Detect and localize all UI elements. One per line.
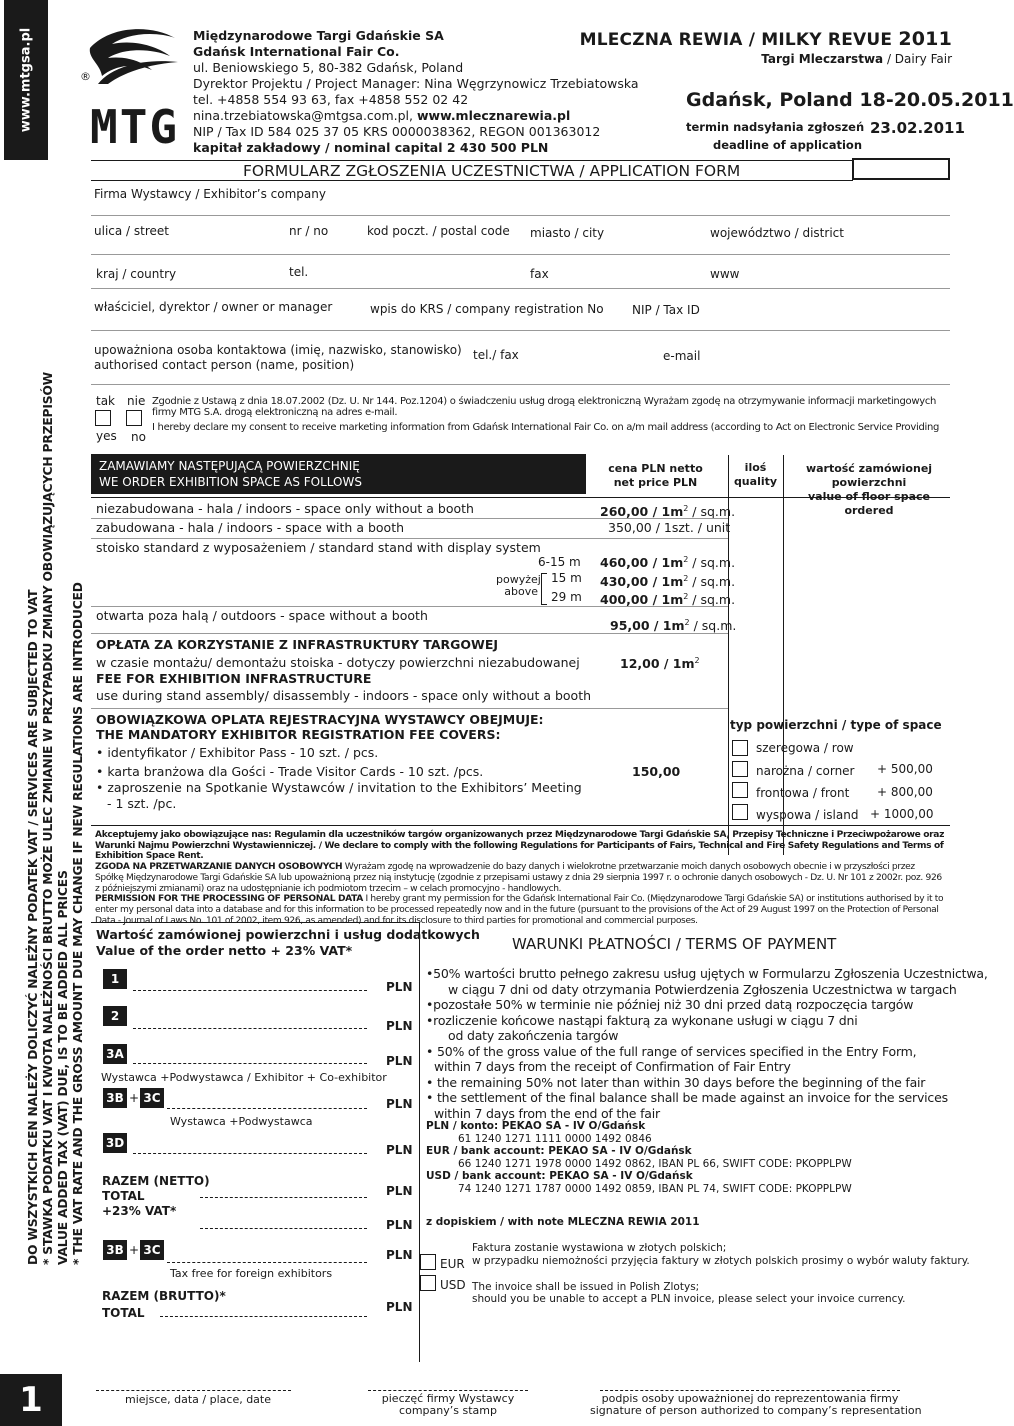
company-address: ul. Beniowskiego 5, 80-382 Gdańsk, Poland (193, 60, 464, 75)
acc3-no: 74 1240 1271 1787 0000 1492 0859, IBAN PL 74, SWIFT CODE: PKOPPLPW (458, 1182, 852, 1195)
logo-text: MTG (90, 100, 180, 154)
consent-text-pl: Zgodnie z Ustawą z dnia 18.07.2002 (Dz. U. Nr 144. Poz.1204) o świadczeniu usług drogą elektroniczną Wyrażam zgodę na otrzymywanie informacji marketingowych firmy MTG S.A. drogą elektroniczną na adres e-mail. (152, 396, 937, 418)
consent-text-en: I hereby declare my consent to receive marketing information from Gdańsk International Fair Co. on a/m mail address (according to Act on Electronic Service Providing (152, 422, 940, 433)
row-booth-price: 350,00 / 1szt. / unit (608, 520, 731, 535)
reg-item-1: • identyfikator / Exhibitor Pass - 10 szt. / pcs. (96, 745, 379, 760)
telfax-label: tel./ fax (473, 348, 519, 362)
infra-price (620, 654, 700, 671)
total-brutto: TOTAL (102, 1306, 145, 1320)
invoice-pl-1: Faktura zostanie wystawiona w złotych polskich; (472, 1242, 727, 1254)
company-name-en: Gdańsk International Fair Co. (193, 44, 400, 59)
reg-item-3b: - 1 szt. /pc. (107, 796, 177, 811)
line-2-field[interactable] (133, 1028, 367, 1029)
field-line (91, 288, 950, 289)
row-line (91, 606, 728, 607)
p2-bold: ZGODA NA PRZETWARZANIE DANYCH OSOBOWYCH (95, 862, 343, 873)
number-label: nr / no (289, 224, 329, 238)
usd-label: USD (440, 1278, 466, 1292)
plus-sign: + (129, 1243, 140, 1257)
pln-label: PLN (386, 1019, 413, 1033)
p3-text: I hereby grant my permission for the Gdańsk International Fair Co. (Międzynarodowe Targi Gdańskie SA) or institutions authorised by it to enter my personal data into a database and for this information to be processed repeatedly now and in the future (pursuant to the provisions of the Act of 29 August 1997 on the Protection of Personal Data - Journal of Laws No. 101 of 2002, item 926, as amended) and for its disclosure to third parties for promotional and commercial purposes. (95, 894, 944, 926)
price-15 (600, 572, 735, 589)
stamp-en: company’s stamp (399, 1404, 497, 1417)
pln-label: PLN (386, 1218, 413, 1232)
email-label: e-mail (663, 349, 701, 363)
event-subtitle-bold: Targi Mleczarstwa (761, 52, 884, 66)
event-subtitle-rest: / Dairy Fair (883, 52, 952, 66)
col-qty-pl: iloś (744, 461, 767, 474)
country-label: kraj / country (96, 267, 177, 281)
company-capital: kapitał zakładowy / nominal capital 2 430 500 PLN (193, 140, 549, 155)
payment-b3a: •rozliczenie końcowe nastąpi fakturą za wykonane usługi w ciągu 7 dni (426, 1012, 858, 1028)
payment-note: z dopiskiem / with note MLECZNA REWIA 2011 (426, 1216, 700, 1228)
vat-field[interactable] (200, 1228, 367, 1229)
www-label: www (710, 267, 740, 281)
district-label: województwo / district (710, 226, 844, 240)
row-indoor-price (600, 502, 735, 519)
event-title (580, 28, 952, 50)
taxfree-field[interactable] (167, 1262, 367, 1263)
col-value-header (784, 462, 954, 518)
row-outdoor-price (610, 616, 736, 633)
regulations (95, 830, 945, 926)
krs-label: wpis do KRS / company registration No (370, 302, 604, 316)
event-header (580, 28, 952, 66)
stamp-label (366, 1393, 530, 1417)
eur-label: EUR (440, 1257, 465, 1271)
line-3b3c-field[interactable] (167, 1108, 367, 1109)
website-label: www.mtgsa.pl (18, 27, 34, 133)
col-value-pl: wartość zamówionej powierzchni (805, 462, 933, 489)
row-line (91, 538, 728, 539)
contact-label-pl: upoważniona osoba kontaktowa (imię, nazwisko, stanowisko) (94, 343, 462, 357)
place-date-field[interactable] (96, 1390, 291, 1391)
event-subtitle (580, 52, 952, 66)
order-header-pl: ZAMAWIAMY NASTĘPUJĄCĄ POWIERZCHNIĘ (99, 459, 360, 473)
range-brace (541, 573, 547, 605)
space-corner-checkbox[interactable] (732, 761, 748, 777)
space-front-checkbox[interactable] (732, 782, 748, 798)
space-island-checkbox[interactable] (732, 804, 748, 820)
order-header-line (91, 497, 950, 498)
range-15: 15 m (551, 571, 582, 585)
line-2-badge: 2 (103, 1006, 127, 1026)
line-3d-field[interactable] (133, 1153, 367, 1154)
company-phone: tel. +4858 554 93 63, fax +4858 552 02 42 (193, 92, 469, 107)
place-date-label: miejsce, data / place, date (125, 1393, 272, 1406)
event-website[interactable]: www.mlecznarewia.pl (416, 108, 571, 123)
consent-yes-checkbox[interactable] (95, 410, 111, 426)
payment-b6b: within 7 days from the end of the fair (434, 1105, 660, 1121)
above-en: above (504, 585, 538, 598)
pln-label: PLN (386, 1248, 413, 1262)
acc1-label: PLN / konto: PEKAO SA - IV O/Gdańsk (426, 1120, 646, 1132)
signature-en: signature of person authorized to company’s representation (590, 1404, 922, 1417)
above-pl: powyżej (496, 573, 541, 586)
exhibitor-note-2: Wystawca +Podwystawca (170, 1115, 313, 1128)
consent-yes: yes (96, 429, 117, 443)
payment-b4b: within 7 days from the receipt of Confirmation of Fair Entry (434, 1059, 791, 1074)
range-6-15: 6-15 m (538, 555, 581, 569)
regulations-p2 (95, 862, 945, 894)
event-year: 2011 (898, 28, 952, 50)
reg-item-3-text: zaproszenie na Spotkanie Wystawców / invitation to the Exhibitors’ Meeting (107, 780, 582, 795)
infra-desc-en: use during stand assembly/ disassembly - indoors - space only without a booth (96, 688, 592, 703)
field-line (91, 330, 950, 331)
consent-nie: nie (127, 394, 146, 408)
price-val: 95,00 / 1m (610, 618, 685, 634)
space-front-price: + 800,00 (877, 785, 933, 799)
event-title-text: MLECZNA REWIA / MILKY REVUE (579, 30, 899, 50)
space-row-checkbox[interactable] (732, 740, 748, 756)
reg-fee-pl: OBOWIĄZKOWA OPLATA REJESTRACYJNA WYSTAWCY OBEJMUJE: (96, 712, 544, 727)
payment-b4a: • 50% of the gross value of the full range of services specified in the Entry Form, (426, 1043, 917, 1059)
line-1-field[interactable] (133, 990, 367, 991)
price-val: 400,00 / 1m (600, 592, 684, 608)
invoice-en-1: The invoice shall be issued in Polish Zlotys; (472, 1281, 700, 1293)
invoice-en-2: should you be unable to accept a PLN invoice, please select your invoice currency. (472, 1293, 906, 1305)
payment-b1b: w ciągu 7 dni od daty otrzymania Potwierdzenia Zgłoszenia Uczestnictwa w targach (448, 981, 957, 997)
line-3b-badge-2: 3B (103, 1240, 127, 1260)
website-tab (4, 0, 48, 160)
col-value-en: value of floor space ordered (807, 490, 930, 517)
vat-label: +23% VAT* (102, 1204, 177, 1218)
payment-title: WARUNKI PŁATNOŚCI / TERMS OF PAYMENT (512, 935, 837, 953)
infra-fee-pl: OPŁATA ZA KORZYSTANIE Z INFRASTRUKTURY TARGOWEJ (96, 637, 499, 652)
stamp-pl: pieczęć firmy Wystawcy (381, 1392, 515, 1405)
price-29 (600, 590, 735, 607)
signature-pl: podpis osoby upoważnionej do reprezentowania firmy (601, 1392, 899, 1405)
acc2-no: 66 1240 1271 1978 0000 1492 0862, IBAN PL 66, SWIFT CODE: PKOPPLPW (458, 1157, 852, 1170)
sidebar (0, 0, 88, 1426)
tel-label: tel. (289, 265, 309, 279)
infra-fee-en: FEE FOR EXHIBITION INFRASTRUCTURE (96, 671, 372, 686)
row-booth-space: zabudowana - hala / indoors - space with a booth (96, 520, 405, 535)
signature-field[interactable] (600, 1390, 900, 1391)
signature-label (590, 1392, 922, 1417)
order-header (91, 454, 586, 494)
unit: / sq.m. (688, 504, 736, 520)
tax-free-note: Tax free for foreign exhibitors (170, 1267, 333, 1280)
nip-label: NIP / Tax ID (632, 303, 700, 317)
space-island-price: + 1000,00 (870, 807, 934, 821)
p3-bold: PERMISSION FOR THE PROCESSING OF PERSONAL DATA (95, 894, 363, 905)
sup: 2 (683, 592, 689, 601)
total-netto-field[interactable] (200, 1197, 367, 1198)
mtg-logo (80, 18, 184, 154)
form-title-line (91, 160, 853, 161)
row-line (91, 518, 728, 519)
company-info (193, 28, 639, 156)
field-line (91, 384, 950, 385)
form-number-box[interactable] (852, 158, 950, 180)
city-label: miasto / city (530, 226, 605, 240)
acc3-label: USD / bank account: PEKAO SA - IV O/Gdańsk (426, 1170, 693, 1182)
exhibitor-coexhibitor-note: Wystawca +Podwystawca / Exhibitor + Co-exhibitor (101, 1071, 387, 1084)
consent-no-checkbox[interactable] (126, 410, 142, 426)
row-line (91, 633, 728, 634)
eur-checkbox[interactable] (420, 1254, 436, 1270)
price-val: 430,00 / 1m (600, 574, 684, 590)
line-3d-badge: 3D (103, 1133, 127, 1153)
row-standard-stand: stoisko standard z wyposażeniem / standard stand with display system (96, 540, 541, 555)
razem-brutto: RAZEM (BRUTTO)* (102, 1289, 226, 1303)
space-row-label: szeregowa / row (756, 741, 854, 755)
razem-netto: RAZEM (NETTO) (102, 1174, 210, 1188)
col-qty-en: quality (733, 475, 778, 488)
price-val: 460,00 / 1m (600, 555, 684, 571)
totals-title-en: Value of the order netto + 23% VAT* (96, 943, 353, 958)
acc1-no: 61 1240 1271 1111 0000 1492 0846 (458, 1132, 652, 1145)
unit: / sq.m. (688, 574, 736, 590)
space-corner-label: narożna / corner (756, 764, 855, 778)
pln-label: PLN (386, 1184, 413, 1198)
consent-tak: tak (96, 394, 116, 408)
totals-title-pl: Wartość zamówionej powierzchni i usług dodatkowych (96, 927, 480, 942)
reg-price: 150,00 (632, 764, 681, 779)
pln-label: PLN (386, 1054, 413, 1068)
field-line (91, 215, 950, 216)
space-island-label: wyspowa / island (756, 808, 859, 822)
email-address[interactable]: nina.trzebiatowska@mtgsa.com.pl, (193, 108, 417, 123)
deadline-pl: termin nadsyłania zgłoszeń (686, 120, 865, 134)
deadline-date: 23.02.2011 (870, 119, 965, 137)
sup: 2 (683, 504, 689, 513)
vat-line-3: VALUE ADDED TAX (VAT) DUE, IS TO BE ADDED ALL PRICES (56, 870, 70, 1266)
bank-accounts (426, 1120, 852, 1195)
acc2-label: EUR / bank account: PEKAO SA - IV O/Gdańsk (426, 1145, 692, 1157)
company-email (193, 108, 639, 124)
owner-label: właściciel, dyrektor / owner or manager (94, 300, 333, 314)
fax-label: fax (530, 267, 549, 281)
pln-label: PLN (386, 1097, 413, 1111)
col-price-pl: cena PLN netto (608, 462, 703, 475)
reg-item-2: • karta branżowa dla Gości - Trade Visitor Cards - 10 szt. /pcs. (96, 764, 484, 779)
pln-label: PLN (386, 1143, 413, 1157)
row-indoor-space: niezabudowana - hala / indoors - space only without a booth (96, 501, 474, 516)
col-price-en: net price PLN (613, 476, 698, 489)
line-3c-badge: 3C (140, 1088, 164, 1108)
consent-no: no (131, 430, 146, 444)
vat-line-1: DO WSZYSTKICH CEN NALEŻY DOLICZYĆ NALEŻNY PODATEK VAT / SERVICES ARE SUBJECTED TO VAT (26, 589, 40, 1266)
pln-label: PLN (386, 1300, 413, 1314)
reg-item-3: • zaproszenie na Spotkanie Wystawców / invitation to the Exhibitors’ Meeting (96, 780, 582, 795)
payment-b1a: •50% wartości brutto pełnego zakresu usług ujętych w Formularzu Zgłoszenia Uczestnictwa, (426, 966, 988, 981)
price-6-15 (600, 553, 735, 570)
page-number: 1 (0, 1374, 62, 1426)
range-29: 29 m (551, 590, 582, 604)
contact-label-en: authorised contact person (name, position) (94, 358, 355, 372)
reg-item-2-text: karta branżowa dla Gości - Trade Visitor Cards - 10 szt. /pcs. (107, 764, 484, 779)
form-title: FORMULARZ ZGŁOSZENIA UCZESTNICTWA / APPLICATION FORM (243, 162, 741, 180)
line-3b-badge: 3B (103, 1088, 127, 1108)
col-price-header (598, 462, 713, 490)
payment-b5: • the remaining 50% not later than within 30 days before the beginning of the fair (426, 1074, 926, 1090)
company-name-pl: Międzynarodowe Targi Gdańskie SA (193, 28, 444, 43)
row-outdoor: otwarta poza halą / outdoors - space without a booth (96, 608, 428, 623)
above-label (496, 573, 541, 598)
sup: 2 (683, 555, 689, 564)
event-location: Gdańsk, Poland 18-20.05.2011 (686, 89, 1014, 111)
company-ids: NIP / Tax ID 584 025 37 05 KRS 0000038362, REGON 001363012 (193, 124, 601, 139)
unit: / sq.m. (688, 592, 736, 608)
total-netto: TOTAL (102, 1189, 145, 1203)
line-1-badge: 1 (103, 969, 127, 989)
exhibitor-company-label: Firma Wystawcy / Exhibitor’s company (94, 187, 326, 201)
p2-text: Wyrażam zgodę na wprowadzenie do bazy danych i wielokrotne przetwarzanie moich danych osobowych obecnie i w przyszłości przez Spółkę Międzynarodowe Targi Gdańskie SA lub upoważnioną przez nią instytucję (zgodnie z przepisami ustawy z dnia 29 sierpnia 1997 r. o ochronie danych osobowych - Dz. U. Nr 101 z 2002r. poz. 926 z późniejszymi zmianami) oraz na udostępnianie ich podmiotom trzecim – w celach promocyjno - handlowych. (95, 862, 942, 894)
space-type-title: typ powierzchni / type of space (730, 718, 942, 732)
reg-item-1-text: identyfikator / Exhibitor Pass - 10 szt. / pcs. (107, 745, 379, 760)
postal-label: kod poczt. / postal code (367, 224, 510, 238)
payment-terms (426, 966, 988, 1121)
project-manager: Dyrektor Projektu / Project Manager: Nina Węgrzynowicz Trzebiatowska (193, 76, 639, 91)
sup: 2 (694, 656, 700, 665)
payment-b2: •pozostałe 50% w terminie nie później niż 30 dni przed datą rozpoczęcia targów (426, 997, 914, 1012)
regulations-p1: Akceptujemy jako obowiązujące nas: Regulamin dla uczestników targów organizowanych przez Międzynarodowe Targi Gdańskie SA, Przepisy Techniczne i Przeciwpożarowe oraz Warunki Najmu Powierzchni Wystawienniczej. / We declare to comply with the following Regulations for Participants of Fairs, Technical and Fire Safety Regulations and Terms of Exhibition Space Rent. (95, 830, 945, 862)
price-val: 12,00 / 1m (620, 656, 695, 672)
space-front-label: frontowa / front (756, 786, 850, 800)
line-3a-field[interactable] (133, 1063, 367, 1064)
payment-b6a: • the settlement of the final balance shall be made against an invoice for the services (426, 1090, 948, 1105)
usd-checkbox[interactable] (420, 1275, 436, 1291)
vat-line-2: * STAWKA PODATKU VAT I KWOTA NALEŻNOŚCI BRUTTO MOŻE ULEC ZMIANIE W PRZYPADKU ZMIANY OBOWIĄZUJĄCYCH PRZEPISÓW (41, 372, 55, 1266)
pln-label: PLN (386, 980, 413, 994)
row-indoor-price-val: 260,00 / 1m (600, 504, 684, 520)
unit: / sq.m. (689, 618, 737, 634)
infra-desc-pl: w czasie montażu/ demontażu stoiska - dotyczy powierzchni niezabudowanej (96, 655, 580, 670)
payment-b3b: od daty zakończenia targów (448, 1028, 619, 1043)
registered-mark: ® (80, 70, 91, 83)
row-line (91, 708, 728, 709)
sup: 2 (684, 618, 690, 627)
unit: / sq.m. (688, 555, 736, 571)
vat-notice (2, 360, 86, 1380)
order-header-en: WE ORDER EXHIBITION SPACE AS FOLLOWS (99, 475, 362, 489)
title-bottom-line (91, 180, 853, 181)
street-label: ulica / street (94, 224, 169, 238)
reg-fee-en: THE MANDATORY EXHIBITOR REGISTRATION FEE COVERS: (96, 727, 501, 742)
stamp-field[interactable] (368, 1390, 528, 1391)
space-corner-price: + 500,00 (877, 762, 933, 776)
vat-line-4: * THE VAT RATE AND THE GROSS AMOUNT DUE MAY CHANGE IF NEW REGULATIONS ARE INTRODUCED (71, 582, 85, 1266)
sup: 2 (683, 574, 689, 583)
plus-sign: + (129, 1091, 140, 1105)
order-bottom-line (91, 825, 950, 826)
line-3c-badge-2: 3C (140, 1240, 164, 1260)
line-3a-badge: 3A (103, 1044, 127, 1064)
deadline-en: deadline of application (713, 138, 863, 152)
invoice-pl-2: w przypadku niemożności przyjęcia faktury w złotych polskich prosimy o wybór waluty faktury. (472, 1255, 970, 1267)
total-brutto-field[interactable] (160, 1316, 367, 1317)
field-line (91, 254, 950, 255)
